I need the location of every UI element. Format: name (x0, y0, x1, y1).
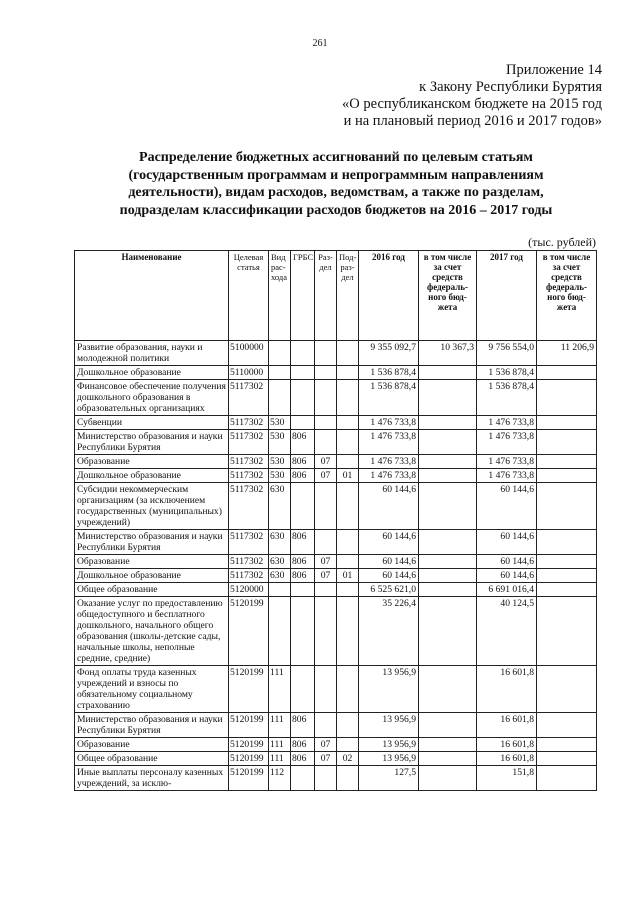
cell-name: Образование (75, 738, 229, 752)
table-row (75, 555, 597, 569)
cell-2017: 1 536 878,4 (477, 380, 537, 416)
cell-fed-2017: 11 206,9 (537, 341, 597, 366)
cell-grbs (291, 766, 315, 791)
cell-2017: 60 144,6 (477, 555, 537, 569)
cell-name: Образование (75, 555, 229, 569)
cell-section (315, 483, 337, 530)
cell-fed-2017 (537, 416, 597, 430)
cell-2016: 60 144,6 (359, 530, 419, 555)
cell-section: 07 (315, 738, 337, 752)
cell-grbs (291, 666, 315, 713)
cell-kind: 630 (269, 569, 291, 583)
cell-target: 5120199 (229, 752, 269, 766)
header-fed-2016: в том числе за счет средств федераль-ного бюд-жета (419, 251, 477, 341)
cell-section: 07 (315, 469, 337, 483)
cell-2016: 13 956,9 (359, 738, 419, 752)
cell-2016: 13 956,9 (359, 713, 419, 738)
cell-fed-2016 (419, 430, 477, 455)
appendix-line: Приложение 14 (506, 62, 602, 78)
cell-section (315, 380, 337, 416)
table-row (75, 738, 597, 752)
cell-fed-2016 (419, 555, 477, 569)
cell-fed-2016 (419, 380, 477, 416)
cell-name: Развитие образования, науки и молодежной политики (75, 341, 229, 366)
cell-2017: 16 601,8 (477, 738, 537, 752)
cell-kind (269, 366, 291, 380)
cell-fed-2017 (537, 713, 597, 738)
cell-section: 07 (315, 455, 337, 469)
cell-grbs (291, 416, 315, 430)
cell-kind: 530 (269, 430, 291, 455)
cell-name: Дошкольное образование (75, 366, 229, 380)
cell-grbs: 806 (291, 738, 315, 752)
cell-subsection (337, 416, 359, 430)
cell-name: Общее образование (75, 583, 229, 597)
cell-fed-2017 (537, 483, 597, 530)
table-row (75, 530, 597, 555)
header-kind: Вид рас-хода (269, 251, 291, 341)
cell-2016: 1 476 733,8 (359, 469, 419, 483)
cell-2016: 1 476 733,8 (359, 416, 419, 430)
cell-2017: 1 476 733,8 (477, 469, 537, 483)
budget-table (74, 250, 597, 791)
header-target: Целевая статья (229, 251, 269, 341)
cell-fed-2016 (419, 455, 477, 469)
cell-section (315, 666, 337, 713)
cell-name: Дошкольное образование (75, 569, 229, 583)
cell-fed-2017 (537, 530, 597, 555)
cell-kind: 111 (269, 752, 291, 766)
cell-name: Образование (75, 455, 229, 469)
cell-fed-2017 (537, 366, 597, 380)
page-number: 261 (312, 38, 328, 49)
cell-target: 5120199 (229, 666, 269, 713)
cell-fed-2016 (419, 597, 477, 666)
cell-target: 5120199 (229, 713, 269, 738)
cell-subsection (337, 583, 359, 597)
cell-target: 5117302 (229, 416, 269, 430)
cell-fed-2016 (419, 416, 477, 430)
cell-2017: 16 601,8 (477, 666, 537, 713)
cell-section: 07 (315, 752, 337, 766)
title-line: (государственным программам и непрограммным направлениям (128, 167, 544, 183)
title-line: подразделам классификации расходов бюджетов на 2016 – 2017 годы (119, 202, 553, 218)
cell-target: 5120199 (229, 738, 269, 752)
cell-section (315, 766, 337, 791)
cell-kind (269, 597, 291, 666)
cell-target: 5100000 (229, 341, 269, 366)
cell-2016: 1 536 878,4 (359, 366, 419, 380)
cell-2016: 6 525 621,0 (359, 583, 419, 597)
cell-kind: 111 (269, 738, 291, 752)
cell-name: Министерство образования и науки Республики Бурятия (75, 713, 229, 738)
cell-target: 5117302 (229, 380, 269, 416)
cell-grbs (291, 341, 315, 366)
cell-subsection (337, 766, 359, 791)
cell-kind: 530 (269, 416, 291, 430)
cell-kind: 530 (269, 469, 291, 483)
cell-grbs: 806 (291, 555, 315, 569)
cell-target: 5120199 (229, 597, 269, 666)
table-row (75, 416, 597, 430)
cell-subsection: 01 (337, 569, 359, 583)
cell-target: 5117302 (229, 555, 269, 569)
cell-section (315, 713, 337, 738)
cell-target: 5110000 (229, 366, 269, 380)
table-row (75, 483, 597, 530)
cell-2017: 1 476 733,8 (477, 430, 537, 455)
cell-fed-2017 (537, 430, 597, 455)
cell-kind: 530 (269, 455, 291, 469)
cell-subsection (337, 713, 359, 738)
cell-grbs: 806 (291, 469, 315, 483)
cell-grbs: 806 (291, 713, 315, 738)
cell-subsection (337, 738, 359, 752)
cell-2017: 60 144,6 (477, 569, 537, 583)
cell-section (315, 366, 337, 380)
cell-target: 5117302 (229, 430, 269, 455)
cell-fed-2016 (419, 713, 477, 738)
header-2016: 2016 год (359, 251, 419, 341)
table-body (75, 341, 597, 791)
cell-section (315, 341, 337, 366)
cell-target: 5117302 (229, 469, 269, 483)
cell-target: 5117302 (229, 530, 269, 555)
cell-2016: 127,5 (359, 766, 419, 791)
table-row (75, 597, 597, 666)
cell-fed-2017 (537, 666, 597, 713)
table-row (75, 569, 597, 583)
title-line: Распределение бюджетных ассигнований по целевым статьям (139, 150, 533, 165)
table-row (75, 380, 597, 416)
table-row (75, 366, 597, 380)
cell-section: 07 (315, 569, 337, 583)
cell-subsection (337, 555, 359, 569)
cell-name: Оказание услуг по предоставлению общедоступного и бесплатного дошкольного, начального общего образования (школы-детские сады, начальные школы, неполные средние, средние) (75, 597, 229, 666)
cell-fed-2016 (419, 483, 477, 530)
cell-fed-2017 (537, 766, 597, 791)
cell-grbs (291, 380, 315, 416)
appendix-line: «О республиканском бюджете на 2015 год (342, 96, 602, 112)
cell-subsection: 02 (337, 752, 359, 766)
appendix-header (342, 62, 602, 130)
cell-section: 07 (315, 555, 337, 569)
cell-grbs (291, 597, 315, 666)
cell-2016: 13 956,9 (359, 666, 419, 713)
cell-2017: 40 124,5 (477, 597, 537, 666)
cell-section (315, 430, 337, 455)
cell-grbs: 806 (291, 455, 315, 469)
cell-subsection (337, 597, 359, 666)
cell-2017: 1 536 878,4 (477, 366, 537, 380)
cell-fed-2016: 10 367,3 (419, 341, 477, 366)
cell-name: Субвенции (75, 416, 229, 430)
cell-kind: 630 (269, 555, 291, 569)
cell-subsection (337, 380, 359, 416)
cell-2017: 6 691 016,4 (477, 583, 537, 597)
cell-fed-2016 (419, 583, 477, 597)
cell-grbs: 806 (291, 752, 315, 766)
units-label: (тыс. рублей) (528, 235, 596, 249)
cell-kind: 111 (269, 713, 291, 738)
cell-2016: 13 956,9 (359, 752, 419, 766)
header-grbs: ГРБС (291, 251, 315, 341)
cell-subsection (337, 530, 359, 555)
cell-fed-2016 (419, 666, 477, 713)
cell-2017: 151,8 (477, 766, 537, 791)
cell-fed-2016 (419, 752, 477, 766)
table-row (75, 430, 597, 455)
cell-target: 5117302 (229, 483, 269, 530)
cell-subsection (337, 666, 359, 713)
cell-name: Субсидии некоммерческим организациям (за исключением государственных (муниципальных) учреждений) (75, 483, 229, 530)
cell-kind: 111 (269, 666, 291, 713)
cell-section (315, 597, 337, 666)
cell-2017: 60 144,6 (477, 530, 537, 555)
cell-name: Дошкольное образование (75, 469, 229, 483)
cell-fed-2016 (419, 738, 477, 752)
cell-kind: 630 (269, 530, 291, 555)
cell-fed-2017 (537, 380, 597, 416)
cell-section (315, 583, 337, 597)
header-name: Наименование (75, 251, 229, 341)
cell-name: Общее образование (75, 752, 229, 766)
cell-2016: 60 144,6 (359, 555, 419, 569)
cell-fed-2016 (419, 569, 477, 583)
appendix-line: к Закону Республики Бурятия (419, 79, 602, 95)
cell-grbs: 806 (291, 530, 315, 555)
cell-subsection (337, 430, 359, 455)
appendix-line: и на плановый период 2016 и 2017 годов» (343, 113, 602, 129)
cell-fed-2016 (419, 366, 477, 380)
cell-2016: 60 144,6 (359, 569, 419, 583)
table-row (75, 713, 597, 738)
cell-kind: 112 (269, 766, 291, 791)
title-line: деятельности), видам расходов, ведомствам, а также по разделам, (128, 185, 544, 200)
cell-grbs: 806 (291, 569, 315, 583)
cell-section (315, 416, 337, 430)
cell-subsection (337, 341, 359, 366)
cell-grbs (291, 483, 315, 530)
cell-fed-2017 (537, 597, 597, 666)
cell-fed-2017 (537, 555, 597, 569)
table-row (75, 469, 597, 483)
cell-target: 5120199 (229, 766, 269, 791)
cell-2017: 1 476 733,8 (477, 416, 537, 430)
cell-fed-2017 (537, 469, 597, 483)
header-subsection: Под-раз-дел (337, 251, 359, 341)
cell-fed-2017 (537, 583, 597, 597)
cell-2016: 1 476 733,8 (359, 430, 419, 455)
table-row (75, 766, 597, 791)
cell-fed-2017 (537, 455, 597, 469)
cell-2017: 60 144,6 (477, 483, 537, 530)
cell-subsection (337, 483, 359, 530)
cell-name: Министерство образования и науки Республики Бурятия (75, 430, 229, 455)
cell-kind (269, 341, 291, 366)
document-title (70, 149, 602, 219)
cell-kind (269, 380, 291, 416)
header-section: Раз-дел (315, 251, 337, 341)
cell-2017: 9 756 554,0 (477, 341, 537, 366)
table-row (75, 341, 597, 366)
cell-fed-2016 (419, 469, 477, 483)
cell-subsection: 01 (337, 469, 359, 483)
cell-target: 5120000 (229, 583, 269, 597)
cell-2017: 1 476 733,8 (477, 455, 537, 469)
table-row (75, 666, 597, 713)
cell-target: 5117302 (229, 569, 269, 583)
cell-2017: 16 601,8 (477, 752, 537, 766)
cell-name: Иные выплаты персоналу казенных учреждений, за исклю- (75, 766, 229, 791)
cell-subsection (337, 455, 359, 469)
cell-fed-2017 (537, 738, 597, 752)
cell-kind: 630 (269, 483, 291, 530)
table-row (75, 752, 597, 766)
cell-subsection (337, 366, 359, 380)
cell-fed-2016 (419, 530, 477, 555)
cell-target: 5117302 (229, 455, 269, 469)
cell-section (315, 530, 337, 555)
cell-fed-2017 (537, 569, 597, 583)
cell-2017: 16 601,8 (477, 713, 537, 738)
table-header-row (75, 251, 597, 341)
cell-grbs: 806 (291, 430, 315, 455)
cell-name: Финансовое обеспечение получения дошкольного образования в образовательных организациях (75, 380, 229, 416)
cell-grbs (291, 366, 315, 380)
cell-2016: 9 355 092,7 (359, 341, 419, 366)
cell-2016: 35 226,4 (359, 597, 419, 666)
cell-2016: 1 536 878,4 (359, 380, 419, 416)
header-fed-2017: в том числе за счет средств федераль-ного бюд-жета (537, 251, 597, 341)
cell-2016: 1 476 733,8 (359, 455, 419, 469)
cell-2016: 60 144,6 (359, 483, 419, 530)
cell-kind (269, 583, 291, 597)
cell-name: Фонд оплаты труда казенных учреждений и взносы по обязательному социальному страхованию (75, 666, 229, 713)
cell-fed-2017 (537, 752, 597, 766)
header-2017: 2017 год (477, 251, 537, 341)
cell-grbs (291, 583, 315, 597)
table-row (75, 583, 597, 597)
cell-name: Министерство образования и науки Республики Бурятия (75, 530, 229, 555)
cell-fed-2016 (419, 766, 477, 791)
table-row (75, 455, 597, 469)
